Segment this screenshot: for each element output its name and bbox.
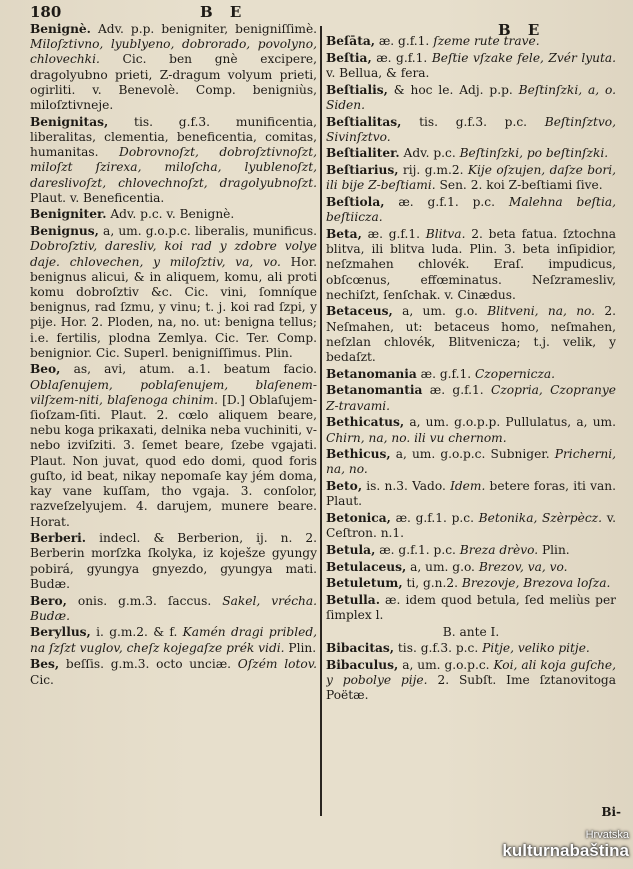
dictionary-entry	[326, 34, 616, 49]
watermark-logo	[501, 829, 629, 865]
dictionary-entry	[326, 115, 616, 145]
entry-gloss: Brezovje, Brezova loſza.	[461, 576, 611, 591]
entry-headword: Benignitas,	[30, 114, 109, 129]
entry-grammar: æ. g.f.1.	[376, 50, 428, 65]
dictionary-entry	[326, 383, 616, 413]
column-divider	[320, 26, 322, 816]
entry-continuation: 2. Neſmahen, ut: betaceus homo, neſmahen, neſzlan chlovék, Blitvenicza; t.j. velik, y bedaſzt.	[326, 304, 616, 365]
entry-headword: Beta,	[326, 226, 362, 241]
dictionary-entry	[30, 207, 317, 222]
entry-gloss: Beſtie vſzake fele, Zvér lyuta.	[431, 50, 616, 65]
dictionary-entry	[30, 22, 317, 113]
entry-gloss: Czopria, Czopranye Z-travami.	[326, 383, 616, 413]
entry-grammar: a, um. g.o.	[410, 559, 475, 574]
entry-latin: octo unciæ.	[156, 657, 232, 672]
dictionary-entry	[326, 641, 616, 656]
entry-grammar: onis. g.m.3.	[77, 593, 157, 608]
entry-grammar: a, um. g.o.	[402, 304, 478, 319]
entry-headword: Beſtialis,	[326, 82, 388, 97]
entry-grammar: æ. g.f.1.	[420, 366, 472, 381]
entry-headword: Beto,	[326, 479, 363, 494]
entry-gloss: Brezov, va, vo.	[478, 559, 568, 574]
entry-latin: ſaccus.	[167, 593, 212, 608]
entry-grammar: Adv. p.p.	[97, 22, 155, 36]
entry-continuation: v. Ceſtron. n.1.	[326, 511, 616, 541]
entry-grammar: indecl.	[99, 531, 141, 546]
entry-headword: Beſāta,	[326, 34, 375, 48]
entry-latin: v. Benignè.	[166, 207, 235, 222]
dictionary-entry	[326, 195, 616, 225]
entry-latin: Subniger.	[490, 447, 550, 462]
entry-gloss: Oblaſenujem, poblaſenujem, blaſenem-vilſzem-niti, blaſenoga chinim.	[30, 377, 317, 407]
entry-grammar: æ. g.f.1.	[378, 34, 430, 48]
entry-gloss: Beſtinſzki, po beſtinſzki.	[459, 146, 609, 161]
entry-latin: liberalis, munificus.	[194, 224, 317, 239]
entry-headword: Bibacitas,	[326, 641, 395, 656]
dictionary-entry	[30, 531, 317, 592]
entry-headword: Benignus,	[30, 224, 99, 239]
entry-continuation: 2. koi Z-beſtiami ſive.	[470, 178, 603, 193]
entry-grammar: Adv. p.c.	[110, 207, 163, 222]
entry-continuation: benignus alicui, & in aliquem, komu, ali proti komu dobroſztiv &c. Cic. vini, ſomníque benignus, rad ſzmu, y vinu; t. j. koi rad ſzpi, y pije. Hor. 2. Ploden, na, no. ut: benigna tellus; i.e. fertilis, plodna Zemlya. Cic. Ter. Comp. benignior. Cic. Superl. benigniſſimus. Plin.	[30, 269, 317, 360]
entry-headword: Beſtiola,	[326, 195, 385, 210]
entry-gloss: Czopernicza.	[474, 366, 556, 381]
dictionary-entry	[326, 51, 616, 81]
entry-source: [D.]	[222, 392, 245, 407]
right-column	[326, 34, 616, 869]
entry-continuation: 2. Subſt. Ime ſztanovitoga Poëtæ.	[326, 672, 616, 703]
entry-headword: Betula,	[326, 543, 376, 557]
entry-gloss: Sakel, vrécha. Budæ.	[30, 593, 317, 623]
dictionary-entry	[326, 576, 616, 591]
dictionary-entry	[326, 479, 616, 509]
entry-continuation: v. Bellua, & fera.	[326, 65, 430, 80]
entry-gloss: Chirn, na, no. ili vu chernom.	[326, 430, 507, 445]
entry-gloss: Breza drèvo.	[459, 543, 539, 557]
section-heading: B. ante I.	[442, 625, 500, 640]
entry-grammar: æ. g.f.1. p.c.	[398, 195, 495, 210]
entry-gloss: Dobroſztiv, daresliv, koi rad y zdobre volye daje. chlovechen, y miloſztiv, va, vo.	[30, 239, 317, 269]
entry-gloss: Betonika, Szèrpècz.	[478, 511, 602, 526]
dictionary-entry	[30, 115, 317, 206]
dictionary-entry	[30, 594, 317, 624]
dictionary-entry	[326, 367, 616, 382]
entry-source: Plin.	[288, 640, 317, 655]
entry-source: Plin.	[541, 543, 570, 557]
dictionary-entry	[326, 163, 616, 193]
entry-headword: Betanomania	[326, 366, 417, 381]
dictionary-entry	[326, 511, 616, 541]
entry-grammar: tis. g.f.3. p.c.	[397, 641, 479, 656]
entry-latin: munificentia, liberalitas, clementia, beneficentia, comitas, humanitas.	[30, 114, 317, 160]
entry-headword: Bethicus,	[326, 447, 391, 462]
entry-headword: Beryllus,	[30, 625, 91, 640]
entry-grammar: a, um. g.o.p.p.	[409, 415, 501, 430]
entry-headword: Betuletum,	[326, 576, 403, 591]
entry-grammar: æ. g.f.1.	[429, 383, 484, 398]
entry-grammar: a, um. g.o.p.c.	[402, 657, 490, 672]
entry-headword: Bethicatus,	[326, 415, 405, 430]
dictionary-entry	[30, 224, 317, 361]
entry-grammar: as, avi, atum. a.1.	[73, 362, 211, 377]
entry-grammar: tis. g.f.3.	[134, 114, 211, 129]
entry-grammar: Adv. p.c.	[403, 146, 456, 161]
entry-gloss: Kije oſzujen, daſze bori, ili bije Z-beſtiami.	[326, 163, 616, 193]
entry-headword: Betanomantia	[326, 383, 423, 398]
dictionary-entry	[326, 415, 616, 445]
entry-gloss: Blitveni, na, no.	[487, 304, 596, 319]
entry-gloss: Beſtinſztvo, Sivinſztvo.	[326, 114, 616, 144]
entry-headword: Bes,	[30, 657, 60, 672]
entry-grammar: & hoc le. Adj. p.p.	[393, 82, 513, 97]
entry-latin: beatum facio.	[223, 362, 317, 377]
entry-latin: & Berberion, ij. n. 2. Berberin morſzka ſkolyka, iz koješze gyungy pobirá, gyungya gnyezdo, gyungya mati. Budæ.	[30, 531, 317, 591]
entry-source: Cic.	[30, 672, 54, 687]
entry-source: Plaut.	[30, 190, 66, 205]
entry-latin: benigniter, benigniſſimè.	[161, 22, 317, 36]
entry-gloss: Oſzém lotov.	[237, 657, 317, 672]
entry-headword: Berberi.	[30, 531, 87, 546]
entry-grammar: æ. g.f.1. p.c.	[395, 511, 474, 526]
entry-grammar: ti, g.n.2.	[406, 576, 459, 591]
entry-gloss: Blitva.	[425, 226, 466, 241]
entry-latin: idem quod betula, ſed meliùs per ſimplex l.	[326, 593, 616, 623]
entry-source: Sen.	[439, 178, 467, 193]
entry-grammar: æ.	[385, 593, 401, 608]
entry-headword: Betulla.	[326, 593, 380, 608]
entry-grammar: beſſis. g.m.3.	[65, 657, 150, 672]
dictionary-entry	[326, 543, 616, 558]
entry-grammar: a, um. g.o.p.c.	[103, 224, 191, 239]
entry-headword: Beo,	[30, 362, 61, 377]
entry-grammar: rij. g.m.2.	[402, 163, 464, 178]
entry-gloss: Miloſztivno, lyublyeno, dobrorado, povolyno, chlovechki.	[30, 37, 317, 67]
entry-gloss: Dobrovnoſzt, dobroſztivnoſzt, miloſzt ſzirexa, miloſcha, lyublenoſzt, dareslivoſzt, chlovechnoſzt, dragolyubnoſzt.	[30, 145, 317, 190]
dictionary-entry	[326, 593, 616, 623]
entry-headword: Beſtialitas,	[326, 114, 402, 129]
entry-headword: Betonica,	[326, 511, 391, 526]
left-column	[30, 22, 317, 869]
entry-gloss: Pitje, veliko pitje.	[482, 641, 590, 656]
dictionary-entry	[30, 625, 317, 655]
running-head-left: B E	[200, 3, 248, 21]
dictionary-entry	[326, 227, 616, 303]
dictionary-entry	[326, 304, 616, 365]
entry-headword: Betulaceus,	[326, 559, 407, 574]
entry-grammar: tis. g.f.3. p.c.	[419, 114, 528, 129]
dictionary-entry	[326, 83, 616, 113]
entry-headword: Beſtiarius,	[326, 163, 399, 178]
watermark-line1: Hrvatska	[585, 829, 629, 841]
dictionary-entry	[326, 658, 616, 704]
entry-grammar: i. g.m.2. & f.	[96, 625, 178, 640]
entry-gloss: Koi, ali koja guſche, y pobolye pije.	[326, 657, 616, 687]
entry-headword: Betaceus,	[326, 304, 393, 319]
entry-continuation: betere foras, iti van. Plaut.	[326, 479, 616, 509]
entry-grammar: a, um. g.o.p.c.	[395, 447, 486, 462]
watermark-line2: kulturnabaština	[502, 841, 629, 860]
entry-gloss: ſzeme rute trave.	[433, 34, 540, 48]
entry-grammar: is. n.3.	[366, 479, 408, 494]
entry-headword: Beſtia,	[326, 50, 372, 65]
entry-source: Cic. ben gnè excipere,	[122, 52, 317, 67]
entry-headword: Benignè.	[30, 22, 91, 36]
running-head-right: B E	[498, 21, 546, 39]
entry-source: Hor.	[290, 254, 317, 269]
dictionary-entry	[30, 657, 317, 687]
page-number: 180	[30, 3, 62, 21]
entry-gloss: Kamén dragi pribled, na ſzſzt vuglov, cheſz kojegaſze prék vidi.	[30, 625, 317, 655]
entry-grammar: æ. g.f.1.	[367, 226, 420, 241]
entry-headword: Bero,	[30, 593, 67, 608]
dictionary-entry	[30, 362, 317, 529]
entry-headword: Bibaculus,	[326, 657, 399, 672]
entry-continuation: dragolyubno prieti, Z-dragum volyum prieti, ogirliti. v. Benevolè. Comp. benigniùs, miloſztivneje.	[30, 67, 317, 113]
entry-gloss: Beſtinſzki, a, o. Siden.	[326, 82, 616, 112]
dictionary-entry	[326, 146, 616, 161]
entry-gloss: Idem.	[450, 479, 486, 494]
entry-continuation: v. Beneficentia.	[69, 190, 165, 205]
entry-gloss: Pricherni, na, no.	[326, 447, 616, 477]
entry-headword: Benigniter.	[30, 207, 107, 222]
dictionary-entry	[326, 447, 616, 477]
catchword: Bi-	[601, 805, 621, 819]
entry-gloss: Malehna beſtia, beſtiicza.	[326, 195, 616, 225]
entry-latin: Vado.	[412, 479, 446, 494]
entry-continuation: 2. beta fatua. ſztochna blitva, ili blitva luda. Plin. 3. beta inſipidior, neſzmahen chlovék. Eraſ. impudicus, obſcœnus, effœminatus. Neſzramesliv, nechiſzt, ſenſchak. v. Cinædus.	[326, 226, 616, 302]
entry-continuation: Oblaſujem-ſioſzam-ſiti. Plaut. 2. cœlo aliquem beare, nebu koga prikaxati, delnika neba vuchiniti, v-nebo izviſziti. 3. ſemet beare, ſzebe vgajati. Plaut. Non juvat, quod edo domi, quod foris guſto, id beat, nikay nepomaſe kay jém doma, kay vane kuſſam, tho vgaja. 3. conſolor, razveſzelyujem. 4. darujem, munere beare. Horat.	[30, 392, 317, 529]
entry-latin: Pullulatus, a, um.	[505, 415, 616, 430]
entry-grammar: æ. g.f.1. p.c.	[379, 543, 456, 557]
dictionary-entry	[326, 560, 616, 575]
entry-headword: Beſtialiter.	[326, 146, 400, 161]
